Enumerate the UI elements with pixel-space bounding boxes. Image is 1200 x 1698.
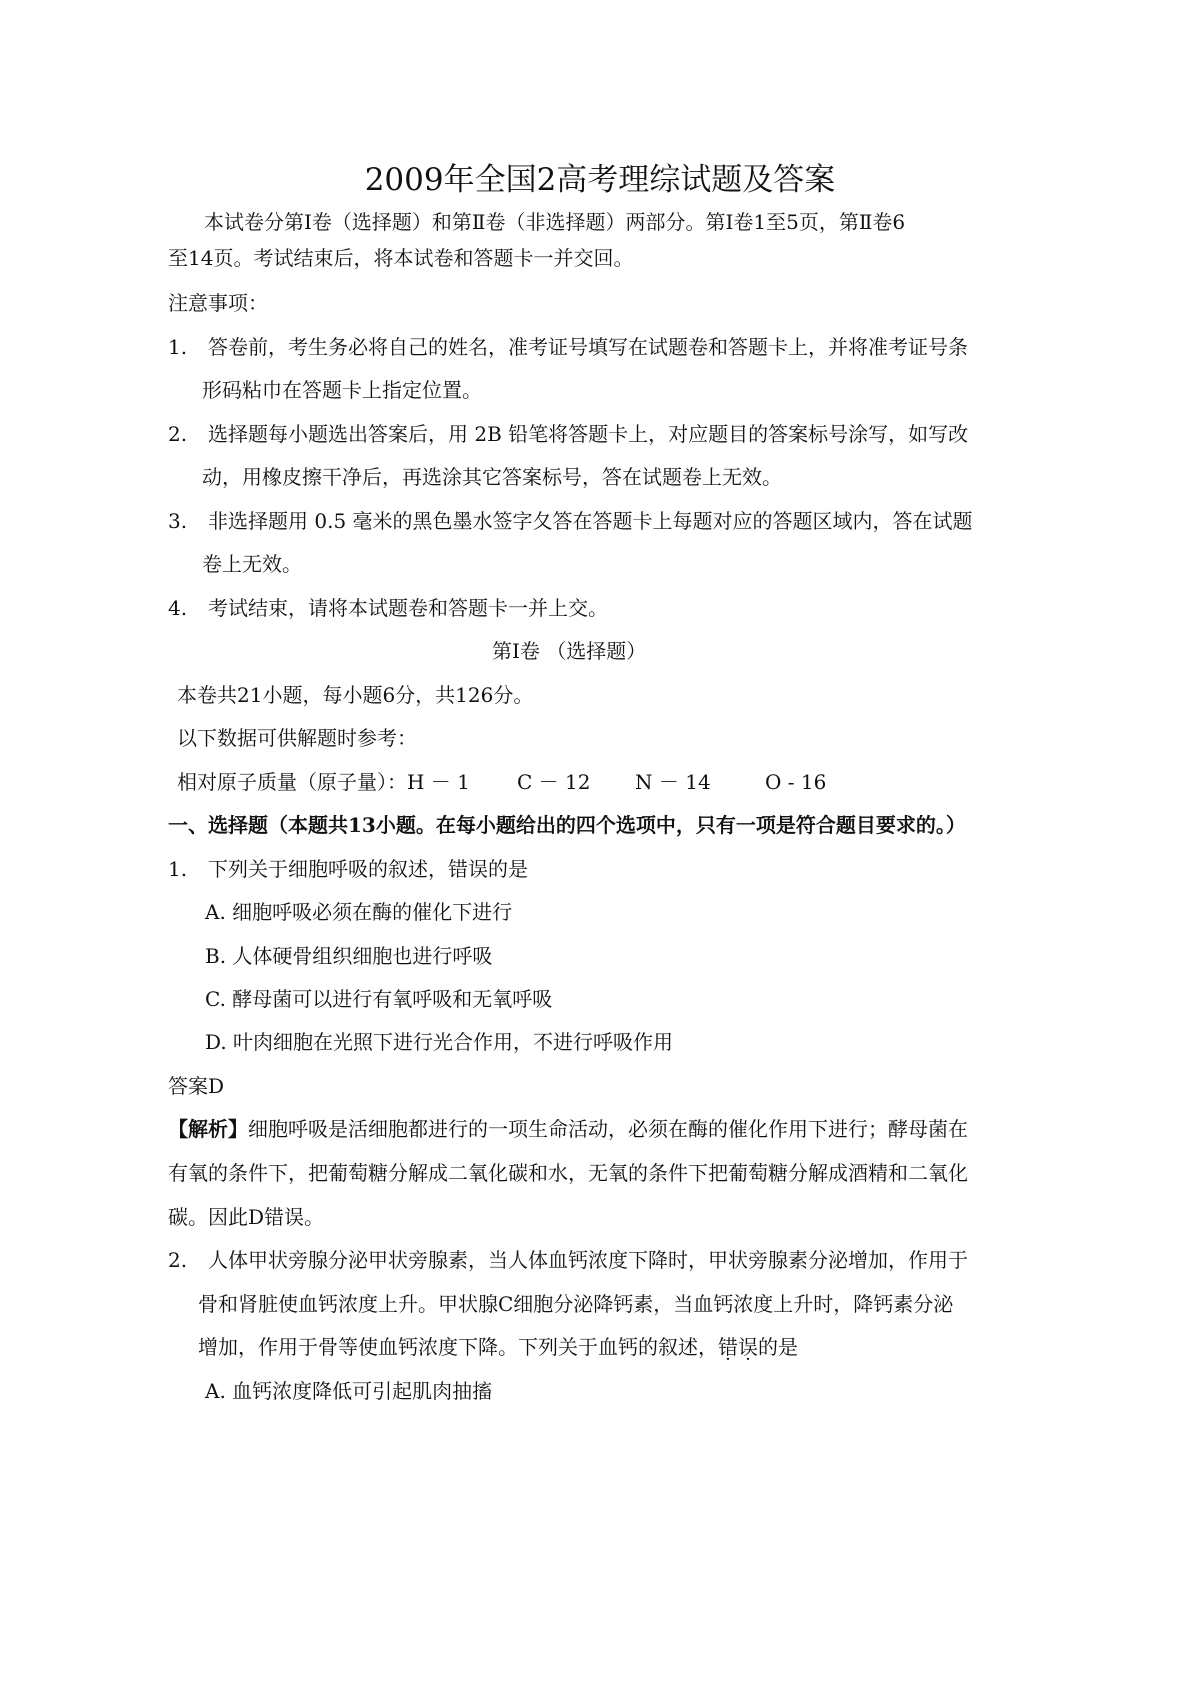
- question-1-option-a: A. 细胞呼吸必须在酶的催化下进行: [205, 900, 513, 924]
- question-text: 人体甲状旁腺分泌甲状旁腺素，当人体血钙浓度下降时，甲状旁腺素分泌增加，作用于: [208, 1248, 968, 1272]
- question-2-option-a: A. 血钙浓度降低可引起肌肉抽搐: [205, 1379, 493, 1403]
- reference-intro: 以下数据可供解题时参考：: [177, 726, 417, 750]
- notice-item-3: [168, 507, 973, 535]
- notice-text: 答卷前，考生务必将自己的姓名，准考证号填写在试题卷和答题卡上，并将准考证号条: [208, 335, 968, 359]
- notice-item-1: [168, 333, 968, 361]
- question-1-analysis-line-3: 碳。因此D错误。: [168, 1205, 325, 1229]
- question-1-stem: [168, 855, 528, 883]
- notice-number: 1.: [168, 335, 188, 359]
- atomic-mass-label: 相对原子质量（原子量）：: [177, 770, 407, 794]
- notice-item-1-cont: 形码粘巾在答题卡上指定位置。: [202, 378, 482, 402]
- atomic-mass-c: C － 12: [517, 770, 591, 794]
- notice-item-2-cont: 动，用橡皮擦干净后，再选涂其它答案标号，答在试题卷上无效。: [202, 465, 782, 489]
- atomic-mass-h: H － 1: [407, 770, 470, 794]
- document-title: 2009年全国2高考理综试题及答案: [364, 162, 836, 198]
- question-number: 2.: [168, 1248, 188, 1272]
- question-1-analysis-line-1: [168, 1115, 968, 1143]
- notice-number: 2.: [168, 422, 188, 446]
- question-2-line-1: [168, 1246, 968, 1274]
- question-text: 增加，作用于骨等使血钙浓度下降。下列关于血钙的叙述，: [198, 1335, 718, 1359]
- notice-item-2: [168, 420, 968, 448]
- analysis-label: 【解析】: [168, 1117, 248, 1141]
- volume-heading: 第Ⅰ卷 （选择题）: [492, 639, 647, 663]
- emphasis-char: 错: [718, 1335, 738, 1359]
- atomic-mass-n: N － 14: [635, 770, 711, 794]
- notice-text: 非选择题用 0.5 毫米的黑色墨水签字夂答在答题卡上每题对应的答题区域内，答在试题: [208, 509, 973, 533]
- atomic-mass-row: [177, 768, 826, 796]
- intro-line-2: 至14页。考试结束后，将本试卷和答题卡一并交回。: [168, 246, 634, 270]
- notice-number: 3.: [168, 509, 188, 533]
- analysis-text: 细胞呼吸是活细胞都进行的一项生命活动，必须在酶的催化作用下进行；酵母菌在: [248, 1117, 968, 1141]
- question-1-option-c: C. 酵母菌可以进行有氧呼吸和无氧呼吸: [205, 987, 553, 1011]
- question-1-answer: 答案D: [168, 1074, 225, 1098]
- question-2-line-2: 骨和肾脏使血钙浓度上升。甲状腺C细胞分泌降钙素，当血钙浓度上升时，降钙素分泌: [198, 1292, 954, 1316]
- notice-text: 选择题每小题选出答案后，用 2B 铅笔将答题卡上，对应题目的答案标号涂写，如写改: [208, 422, 969, 446]
- notice-item-3-cont: 卷上无效。: [202, 552, 302, 576]
- question-1-option-d: D. 叶肉细胞在光照下进行光合作用，不进行呼吸作用: [205, 1030, 674, 1054]
- emphasis-char: 误: [738, 1335, 758, 1359]
- question-1-option-b: B. 人体硬骨组织细胞也进行呼吸: [205, 944, 493, 968]
- question-text: 的是: [758, 1335, 798, 1359]
- intro-line-1: 本试卷分第Ⅰ卷（选择题）和第Ⅱ卷（非选择题）两部分。第Ⅰ卷1至5页，第Ⅱ卷6: [204, 210, 906, 234]
- atomic-mass-o: O - 16: [765, 770, 827, 794]
- notice-item-4: [168, 594, 608, 622]
- question-2-line-3: [198, 1333, 798, 1361]
- section-heading: 一、选择题（本题共13小题。在每小题给出的四个选项中，只有一项是符合题目要求的。）: [168, 813, 966, 837]
- notice-text: 考试结束，请将本试题卷和答题卡一并上交。: [208, 596, 608, 620]
- question-1-analysis-line-2: 有氧的条件下，把葡萄糖分解成二氧化碳和水，无氧的条件下把葡萄糖分解成酒精和二氧化: [168, 1161, 968, 1185]
- question-text: 下列关于细胞呼吸的叙述，错误的是: [208, 857, 528, 881]
- notice-heading: 注意事项：: [168, 291, 268, 315]
- notice-number: 4.: [168, 596, 188, 620]
- question-number: 1.: [168, 857, 188, 881]
- volume-info: 本卷共21小题，每小题6分，共126分。: [177, 683, 534, 707]
